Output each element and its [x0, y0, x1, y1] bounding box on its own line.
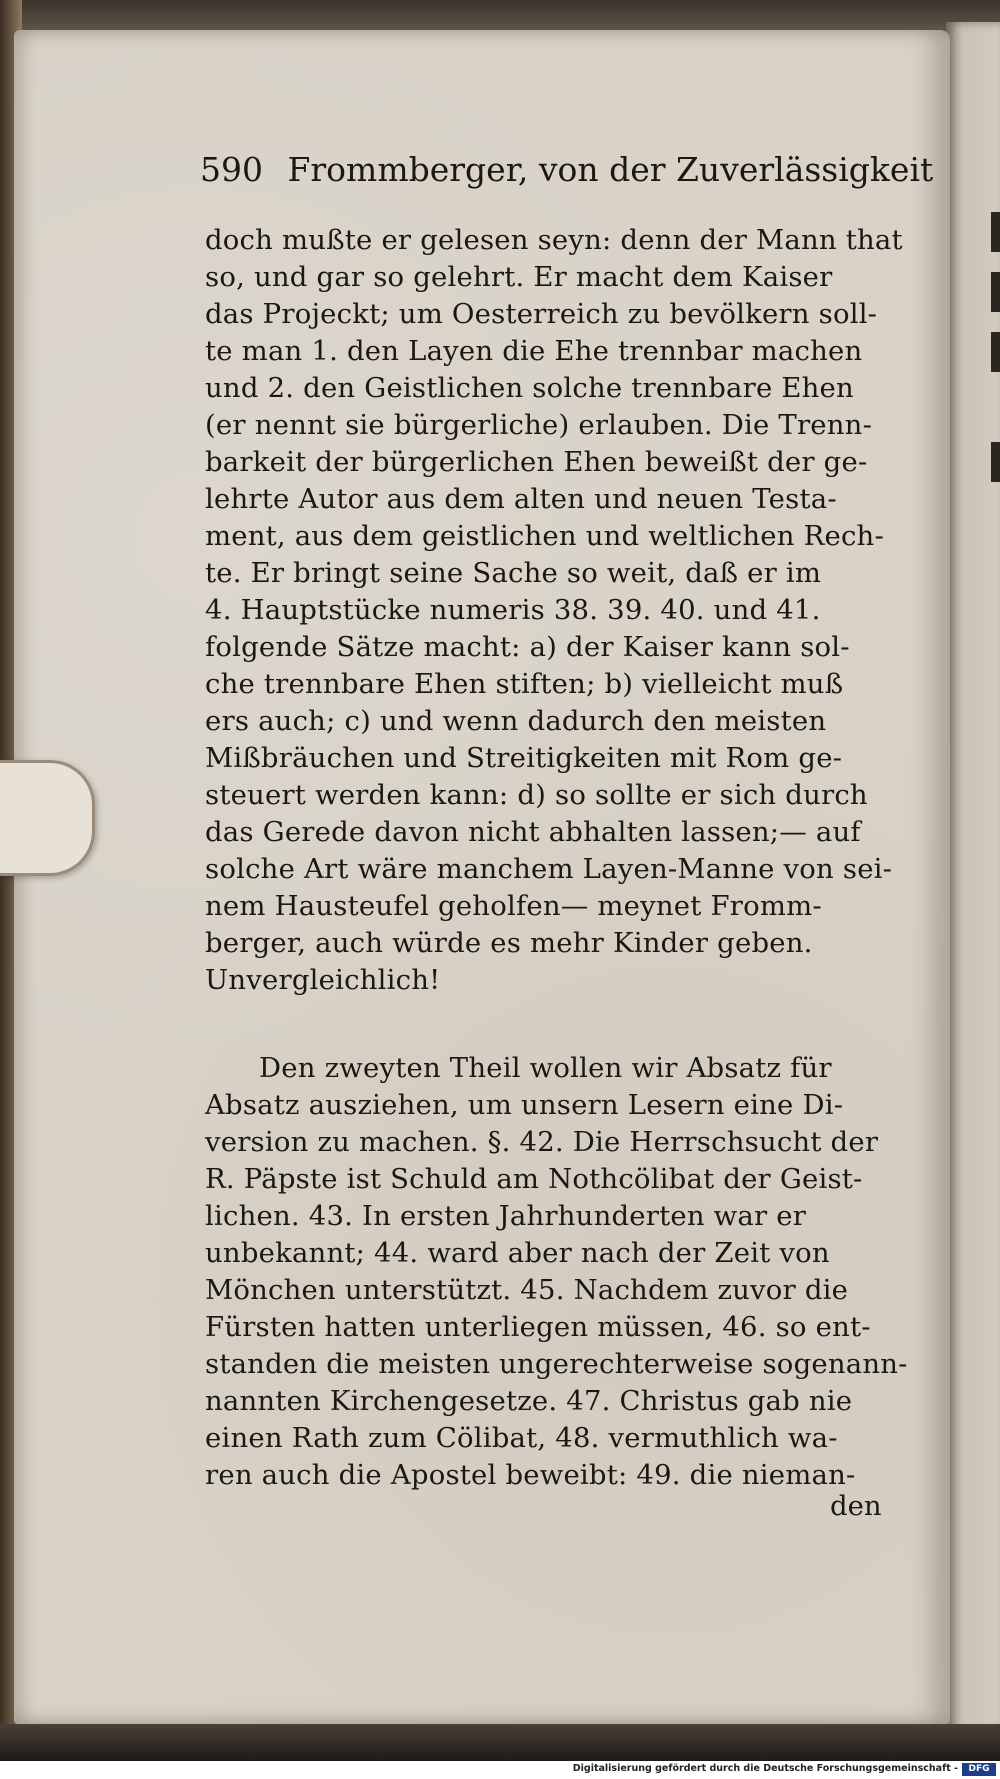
- text-line: Absatz ausziehen, um unsern Lesern eine Di-: [205, 1089, 844, 1121]
- text-line: steuert werden kann: d) so sollte er sich durch: [205, 779, 868, 811]
- text-line: ers auch; c) und wenn dadurch den meisten: [205, 705, 827, 737]
- text-line: Fürsten hatten unterliegen müssen, 46. so ent-: [205, 1311, 871, 1343]
- dfg-logo: DFG: [962, 1763, 996, 1776]
- running-head-title: Frommberger, von der Zuverlässigkeit: [287, 150, 934, 189]
- text-line: folgende Sätze macht: a) der Kaiser kann sol-: [205, 631, 850, 663]
- text-line: standen die meisten ungerechterweise sogenann-: [205, 1348, 908, 1380]
- text-line: berger, auch würde es mehr Kinder geben.: [205, 927, 813, 959]
- adjacent-text-fragment: [991, 332, 1000, 372]
- text-line: (er nennt sie bürgerliche) erlauben. Die Trenn-: [205, 409, 873, 441]
- text-line: ren auch die Apostel beweibt: 49. die nieman-: [205, 1459, 856, 1491]
- text-line: einen Rath zum Cölibat, 48. vermuthlich wa-: [205, 1422, 838, 1454]
- text-line: R. Päpste ist Schuld am Nothcölibat der Geist-: [205, 1163, 863, 1195]
- adjacent-page-edge: [946, 22, 1000, 1732]
- text-line: doch mußte er gelesen seyn: denn der Mann that: [205, 224, 903, 256]
- text-line: che trennbare Ehen stiften; b) vielleicht muß: [205, 668, 844, 700]
- text-line: ment, aus dem geistlichen und weltlichen Rech-: [205, 520, 884, 552]
- text-line: version zu machen. §. 42. Die Herrschsucht der: [205, 1126, 879, 1158]
- catchword: den: [830, 1490, 882, 1522]
- text-line: 4. Hauptstücke numeris 38. 39. 40. und 41.: [205, 594, 821, 626]
- digitization-credit: Digitalisierung gefördert durch die Deutsche Forschungsgemeinschaft -: [572, 1763, 958, 1774]
- page-number: 590: [200, 150, 263, 189]
- page-tab-marker: [0, 760, 95, 876]
- text-line: das Gerede davon nicht abhalten lassen;— auf: [205, 816, 861, 848]
- text-line: te. Er bringt seine Sache so weit, daß er im: [205, 557, 822, 589]
- text-line: solche Art wäre manchem Layen-Manne von sei-: [205, 853, 893, 885]
- adjacent-text-fragment: [991, 442, 1000, 482]
- adjacent-text-fragment: [991, 212, 1000, 252]
- book-bottom-edge: [0, 1724, 1000, 1761]
- text-line: Unvergleichlich!: [205, 964, 441, 996]
- text-line: lehrte Autor aus dem alten und neuen Testa-: [205, 483, 837, 515]
- text-line: und 2. den Geistlichen solche trennbare Ehen: [205, 372, 854, 404]
- text-line: barkeit der bürgerlichen Ehen beweißt der ge-: [205, 446, 868, 478]
- adjacent-text-fragment: [991, 272, 1000, 312]
- running-head: [200, 150, 934, 200]
- text-line: te man 1. den Layen die Ehe trennbar machen: [205, 335, 863, 367]
- text-line: nannten Kirchengesetze. 47. Christus gab nie: [205, 1385, 853, 1417]
- text-line: lichen. 43. In ersten Jahrhunderten war er: [205, 1200, 807, 1232]
- paragraph-start-line: Den zweyten Theil wollen wir Absatz für: [259, 1052, 832, 1084]
- text-line: nem Hausteufel geholfen— meynet Fromm-: [205, 890, 822, 922]
- text-line: so, und gar so gelehrt. Er macht dem Kaiser: [205, 261, 833, 293]
- text-line: das Projeckt; um Oesterreich zu bevölkern soll-: [205, 298, 878, 330]
- text-line: Mönchen unterstützt. 45. Nachdem zuvor die: [205, 1274, 849, 1306]
- digitization-credit-bar: [0, 1761, 1000, 1779]
- text-line: Mißbräuchen und Streitigkeiten mit Rom ge-: [205, 742, 843, 774]
- text-line: unbekannt; 44. ward aber nach der Zeit von: [205, 1237, 830, 1269]
